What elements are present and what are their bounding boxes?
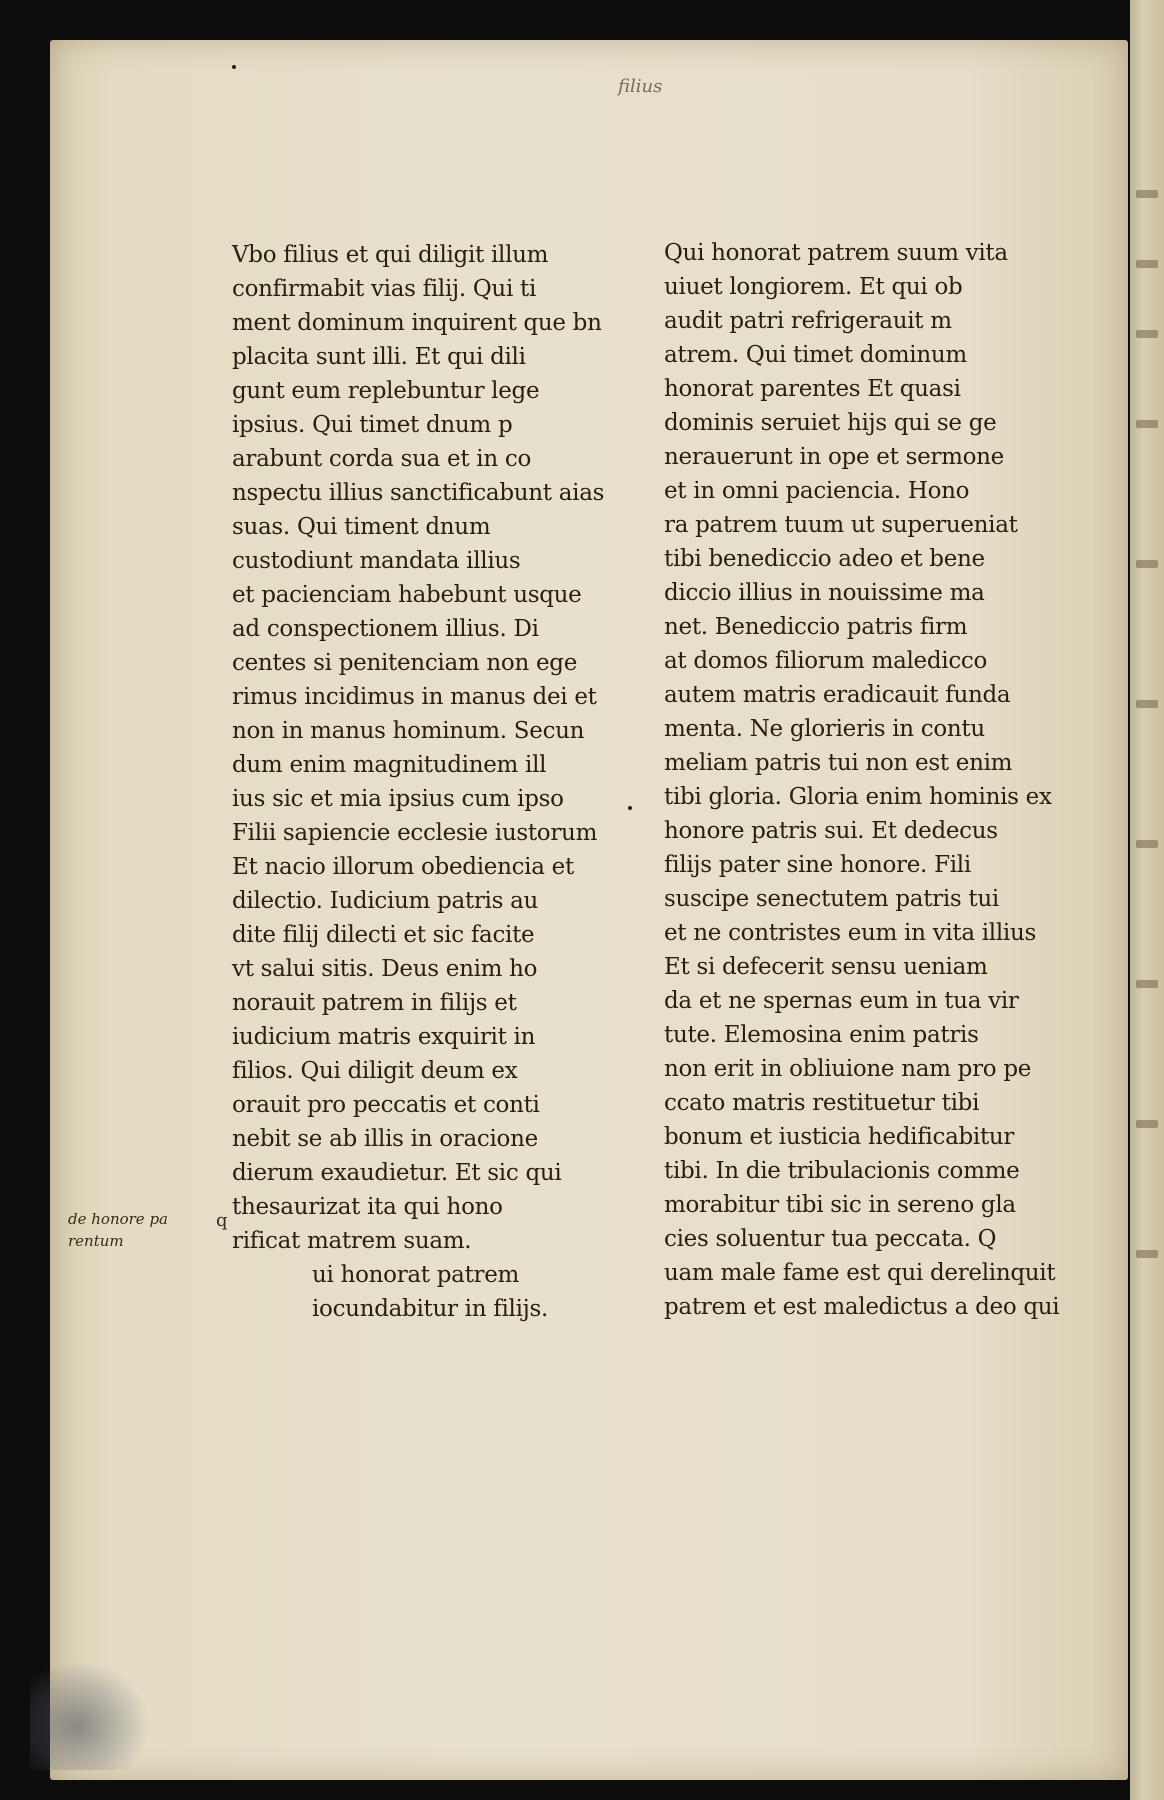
- text-line: iudicium matris exquirit in: [232, 1024, 536, 1050]
- text-line: ment dominum inquirent que bn: [232, 310, 602, 336]
- text-line: rimus incidimus in manus dei et: [232, 684, 597, 710]
- text-line: ra patrem tuum ut superueniat: [664, 512, 1018, 538]
- ink-dot: [232, 65, 236, 69]
- text-line: ui honorat patrem: [312, 1262, 520, 1288]
- text-line: honore patris sui. Et dedecus: [664, 818, 998, 844]
- text-line: morabitur tibi sic in sereno gla: [664, 1192, 1016, 1218]
- text-line: uiuet longiorem. Et qui ob: [664, 274, 963, 300]
- margin-note: [68, 1208, 168, 1252]
- text-line: gunt eum replebuntur lege: [232, 378, 540, 404]
- text-line: dite filij dilecti et sic facite: [232, 922, 535, 948]
- text-line: Filii sapiencie ecclesie iustorum: [232, 820, 598, 846]
- text-line: ipsius. Qui timet dnum p: [232, 412, 513, 438]
- text-line: Et nacio illorum obediencia et: [232, 854, 574, 880]
- text-line: dilectio. Iudicium patris au: [232, 888, 539, 914]
- text-line: da et ne spernas eum in tua vir: [664, 988, 1019, 1014]
- text-line: non in manus hominum. Secun: [232, 718, 585, 744]
- facing-text-mark: [1136, 190, 1158, 198]
- text-line: filijs pater sine honore. Fili: [664, 852, 971, 878]
- text-line: cies soluentur tua peccata. Q: [664, 1226, 997, 1252]
- paragraph-marker: q: [216, 1210, 228, 1231]
- text-line: et pacienciam habebunt usque: [232, 582, 582, 608]
- text-line: nerauerunt in ope et sermone: [664, 444, 1004, 470]
- facing-text-mark: [1136, 1250, 1158, 1258]
- text-line: arabunt corda sua et in co: [232, 446, 532, 472]
- facing-page-edge: [1130, 0, 1164, 1800]
- water-stain: [30, 1660, 150, 1770]
- text-line: nspectu illius sanctificabunt aias: [232, 480, 605, 506]
- text-line: uam male fame est qui derelinquit: [664, 1260, 1056, 1286]
- text-line: placita sunt illi. Et qui dili: [232, 344, 526, 370]
- left-text-column: [232, 238, 604, 1326]
- text-line: dominis seruiet hijs qui se ge: [664, 410, 997, 436]
- margin-note-line: rentum: [68, 1232, 124, 1250]
- text-line: suscipe senectutem patris tui: [664, 886, 999, 912]
- facing-text-mark: [1136, 330, 1158, 338]
- header-note: filius: [618, 76, 663, 97]
- text-line: et in omni paciencia. Hono: [664, 478, 970, 504]
- text-line: rificat matrem suam.: [232, 1228, 472, 1254]
- text-line: dum enim magnitudinem ill: [232, 752, 547, 778]
- text-line: Qui honorat patrem suum vita: [664, 240, 1008, 266]
- text-line: et ne contristes eum in vita illius: [664, 920, 1036, 946]
- text-line: vt salui sitis. Deus enim ho: [232, 956, 538, 982]
- text-line: menta. Ne glorieris in contu: [664, 716, 985, 742]
- text-line: honorat parentes Et quasi: [664, 376, 961, 402]
- text-line: bonum et iusticia hedificabitur: [664, 1124, 1015, 1150]
- text-line: Et si defecerit sensu ueniam: [664, 954, 988, 980]
- facing-text-mark: [1136, 420, 1158, 428]
- text-line: filios. Qui diligit deum ex: [232, 1058, 518, 1084]
- text-line: centes si penitenciam non ege: [232, 650, 578, 676]
- facing-text-mark: [1136, 1120, 1158, 1128]
- text-line: norauit patrem in filijs et: [232, 990, 517, 1016]
- text-line: Vbo filius et qui diligit illum: [232, 242, 549, 268]
- text-line: suas. Qui timent dnum: [232, 514, 491, 540]
- facing-text-mark: [1136, 700, 1158, 708]
- text-line: meliam patris tui non est enim: [664, 750, 1013, 776]
- text-line: nebit se ab illis in oracione: [232, 1126, 538, 1152]
- text-line: dierum exaudietur. Et sic qui: [232, 1160, 562, 1186]
- facing-text-mark: [1136, 840, 1158, 848]
- text-line: audit patri refrigerauit m: [664, 308, 952, 334]
- facing-text-mark: [1136, 560, 1158, 568]
- text-line: ius sic et mia ipsius cum ipso: [232, 786, 564, 812]
- text-line: orauit pro peccatis et conti: [232, 1092, 540, 1118]
- text-line: tibi gloria. Gloria enim hominis ex: [664, 784, 1052, 810]
- text-line: autem matris eradicauit funda: [664, 682, 1011, 708]
- text-line: tibi benediccio adeo et bene: [664, 546, 985, 572]
- text-line: ad conspectionem illius. Di: [232, 616, 539, 642]
- text-line: at domos filiorum maledicco: [664, 648, 988, 674]
- text-line: confirmabit vias filij. Qui ti: [232, 276, 537, 302]
- text-line: custodiunt mandata illius: [232, 548, 521, 574]
- facing-text-mark: [1136, 260, 1158, 268]
- text-line: atrem. Qui timet dominum: [664, 342, 967, 368]
- margin-note-line: de honore pa: [68, 1210, 168, 1228]
- facing-text-mark: [1136, 980, 1158, 988]
- text-line: tibi. In die tribulacionis comme: [664, 1158, 1020, 1184]
- text-line: net. Benediccio patris firm: [664, 614, 968, 640]
- text-line: patrem et est maledictus a deo qui: [664, 1294, 1060, 1320]
- right-text-column: [664, 236, 1059, 1324]
- text-line: ccato matris restituetur tibi: [664, 1090, 980, 1116]
- ink-dot: [628, 806, 632, 810]
- text-line: non erit in obliuione nam pro pe: [664, 1056, 1032, 1082]
- text-line: tute. Elemosina enim patris: [664, 1022, 979, 1048]
- text-line: diccio illius in nouissime ma: [664, 580, 985, 606]
- text-line: iocundabitur in filijs.: [312, 1296, 548, 1322]
- text-line: thesaurizat ita qui hono: [232, 1194, 503, 1220]
